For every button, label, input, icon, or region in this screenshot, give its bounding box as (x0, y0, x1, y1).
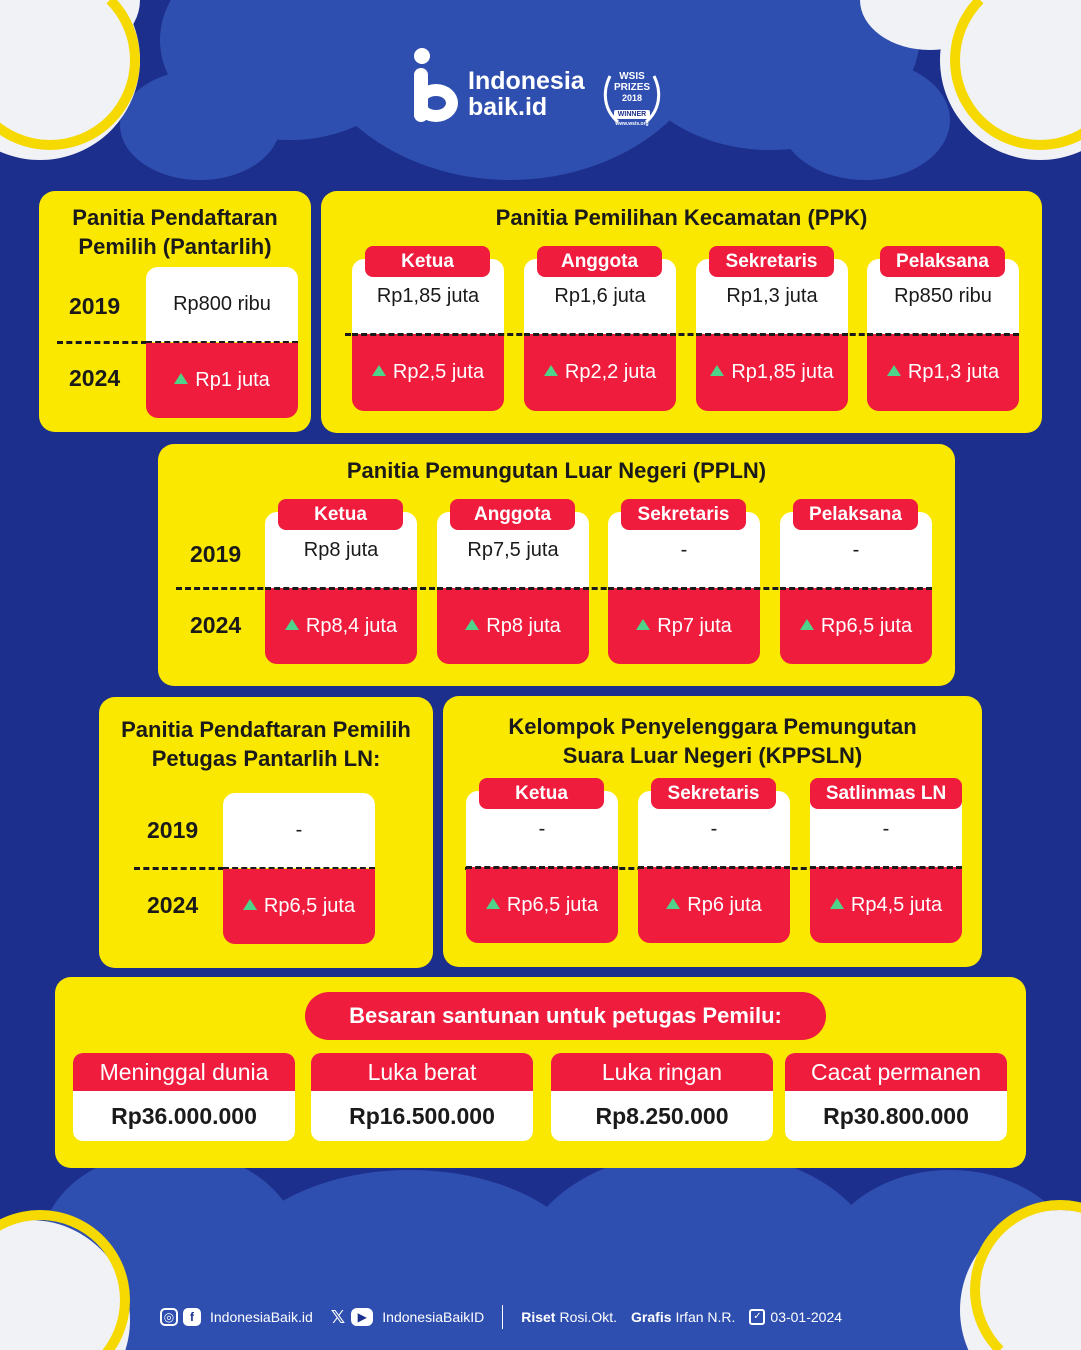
footer-divider (502, 1305, 503, 1329)
value-2024 (466, 867, 618, 943)
role-label-sekretaris: Sekretaris (651, 778, 776, 809)
youtube-icon[interactable]: ▶ (351, 1308, 373, 1326)
grafis-name: Irfan N.R. (675, 1309, 736, 1325)
santunan-card-cacat (785, 1053, 1007, 1141)
brand-line-1: Indonesia (468, 67, 585, 95)
riset-name: Rosi.Okt. (559, 1309, 618, 1325)
value-2019: - (608, 512, 760, 588)
value-2024 (265, 588, 417, 664)
brand-logo-text (468, 68, 585, 120)
ppk-pelaksana-card (867, 259, 1019, 411)
ppk-ketua-card (352, 259, 504, 411)
value-2024 (810, 867, 962, 943)
pantarlih-ln-value-card (223, 793, 375, 944)
indonesiabaik-logo-icon (414, 48, 460, 122)
dashed-divider (57, 341, 147, 344)
increase-arrow-icon (830, 898, 844, 909)
handle-indonesiabaik-id[interactable]: IndonesiaBaik.id (210, 1309, 313, 1325)
santunan-label: Cacat permanen (785, 1053, 1007, 1091)
ppln-panel (158, 444, 955, 686)
kppsln-panel (443, 696, 982, 967)
value-2024-text: Rp1,3 juta (907, 361, 1000, 383)
ppk-anggota-card (524, 259, 676, 411)
badge-text-wsis: WSIS (619, 71, 645, 82)
role-label-pelaksana: Pelaksana (793, 499, 918, 530)
increase-arrow-icon (800, 619, 814, 630)
value-2019: Rp1,3 juta (696, 259, 848, 334)
increase-arrow-icon (636, 619, 650, 630)
wsis-award-badge-icon (600, 66, 664, 130)
pantarlih-title (39, 203, 311, 261)
year-label-2019: 2019 (190, 541, 242, 567)
increase-arrow-icon (666, 898, 680, 909)
year-label-2019: 2019 (69, 293, 121, 319)
value-2024 (524, 334, 676, 411)
pantarlih-title-line-2: Pemilih (Pantarlih) (78, 234, 272, 259)
card-dashed-divider (352, 333, 504, 336)
year-label-2024: 2024 (69, 365, 121, 391)
value-2019: Rp1,6 juta (524, 259, 676, 334)
ppk-panel (321, 191, 1042, 433)
santunan-value: Rp36.000.000 (111, 1102, 257, 1129)
role-label-ketua: Ketua (479, 778, 604, 809)
brand-line-2: baik.id (468, 93, 548, 121)
year-label-2024: 2024 (147, 892, 199, 918)
kppsln-ketua-card (466, 791, 618, 943)
value-2024-text: Rp6 juta (687, 893, 762, 916)
role-label-pelaksana: Pelaksana (880, 246, 1005, 277)
year-label-2024: 2024 (190, 612, 242, 638)
value-2024-text: Rp2,5 juta (392, 361, 485, 383)
santunan-value: Rp8.250.000 (595, 1102, 729, 1129)
increase-arrow-icon (887, 365, 901, 376)
value-2024-text: Rp1 juta (195, 369, 270, 391)
increase-arrow-icon (710, 365, 724, 376)
value-2024-text: Rp8 juta (486, 614, 561, 637)
santunan-label: Luka ringan (551, 1053, 773, 1091)
santunan-value: Rp16.500.000 (349, 1102, 495, 1129)
value-2024 (608, 588, 760, 664)
card-dashed-divider (638, 866, 790, 869)
kppsln-title-line-1: Kelompok Penyelenggara Pemungutan (508, 714, 917, 739)
role-label-sekretaris: Sekretaris (709, 246, 834, 277)
value-2024 (146, 343, 298, 418)
riset-label: Riset (521, 1309, 556, 1325)
card-dashed-divider (810, 866, 962, 869)
facebook-icon[interactable]: f (183, 1308, 201, 1326)
increase-arrow-icon (243, 899, 257, 910)
role-label-satlinmas-ln: Satlinmas LN (810, 778, 962, 809)
value-2019: - (466, 791, 618, 867)
value-2024-text: Rp6,5 juta (506, 893, 599, 916)
card-dashed-divider (696, 333, 848, 336)
value-2019: - (810, 791, 962, 867)
role-label-ketua: Ketua (278, 499, 403, 530)
santunan-label: Meninggal dunia (73, 1053, 295, 1091)
value-2024 (638, 867, 790, 943)
grafis-label: Grafis (631, 1309, 672, 1325)
value-2024-text: Rp6,5 juta (820, 614, 913, 637)
ppln-pelaksana-card (780, 512, 932, 664)
card-dashed-divider (780, 587, 932, 590)
pantarlih-value-card (146, 267, 298, 418)
value-2024 (352, 334, 504, 411)
pantarlih-title-line-1: Panitia Pendaftaran (72, 205, 278, 230)
value-2019: Rp850 ribu (867, 259, 1019, 334)
badge-text-winner: WINNER (614, 110, 650, 119)
kppsln-satlinmas-card (810, 791, 962, 943)
role-label-anggota: Anggota (450, 499, 575, 530)
value-2019: - (223, 793, 375, 868)
kppsln-title (443, 712, 982, 770)
footer-credits (160, 1303, 842, 1331)
value-2019: Rp7,5 juta (437, 512, 589, 588)
badge-text-prizes: PRIZES (613, 82, 651, 93)
kppsln-title-line-2: Suara Luar Negeri (KPPSLN) (562, 743, 863, 768)
value-2024-text: Rp8,4 juta (305, 614, 398, 637)
card-dashed-divider (608, 587, 760, 590)
ppln-ketua-card (265, 512, 417, 664)
badge-text-year: 2018 (621, 93, 643, 103)
card-dashed-divider (265, 587, 417, 590)
badge-text-url: www.wsis.org (615, 121, 649, 127)
value-2024-text: Rp4,5 juta (850, 893, 943, 916)
card-dashed-divider (437, 587, 589, 590)
value-2024-text: Rp7 juta (657, 614, 732, 637)
increase-arrow-icon (372, 365, 386, 376)
value-2019: Rp1,85 juta (352, 259, 504, 334)
ppk-sekretaris-card (696, 259, 848, 411)
santunan-card-luka-ringan (551, 1053, 773, 1141)
value-2024-text: Rp1,85 juta (731, 361, 834, 383)
increase-arrow-icon (465, 619, 479, 630)
card-dashed-divider (466, 866, 618, 869)
value-2019: Rp800 ribu (146, 267, 298, 342)
role-label-anggota: Anggota (537, 246, 662, 277)
pantarlih-ln-title-line-2: Petugas Pantarlih LN: (151, 746, 381, 771)
santunan-label: Luka berat (311, 1053, 533, 1091)
kppsln-sekretaris-card (638, 791, 790, 943)
value-2019: Rp8 juta (265, 512, 417, 588)
pantarlih-panel (39, 191, 311, 432)
santunan-value: Rp30.800.000 (823, 1102, 969, 1129)
value-2024-text: Rp6,5 juta (263, 895, 356, 917)
pantarlih-ln-title-line-1: Panitia Pendaftaran Pemilih (121, 717, 411, 742)
value-2024 (867, 334, 1019, 411)
ppk-title: Panitia Pemilihan Kecamatan (PPK) (495, 205, 868, 230)
santunan-card-luka-berat (311, 1053, 533, 1141)
value-2024 (780, 588, 932, 664)
ppln-sekretaris-card (608, 512, 760, 664)
value-2019: - (638, 791, 790, 867)
increase-arrow-icon (544, 365, 558, 376)
card-dashed-divider (524, 333, 676, 336)
card-dashed-divider (867, 333, 1019, 336)
instagram-icon[interactable]: ◎ (160, 1308, 178, 1326)
year-label-2019: 2019 (147, 817, 199, 843)
pantarlih-ln-title (99, 715, 433, 773)
value-2024 (437, 588, 589, 664)
increase-arrow-icon (486, 898, 500, 909)
publish-date: 03-01-2024 (770, 1309, 843, 1325)
pantarlih-ln-panel (99, 697, 433, 968)
role-label-ketua: Ketua (365, 246, 490, 277)
ppln-title: Panitia Pemungutan Luar Negeri (PPLN) (346, 458, 767, 483)
ppln-anggota-card (437, 512, 589, 664)
handle-indonesiabaikid[interactable]: IndonesiaBaikID (382, 1309, 485, 1325)
value-2024 (223, 869, 375, 944)
increase-arrow-icon (174, 373, 188, 384)
santunan-title: Besaran santunan untuk petugas Pemilu: (305, 992, 826, 1040)
santunan-card-meninggal (73, 1053, 295, 1141)
x-twitter-icon[interactable]: 𝕏 (330, 1306, 346, 1327)
calendar-icon: ✓ (749, 1309, 765, 1325)
value-2019: - (780, 512, 932, 588)
increase-arrow-icon (285, 619, 299, 630)
value-2024-text: Rp2,2 juta (564, 361, 657, 383)
value-2024 (696, 334, 848, 411)
dashed-divider (134, 867, 224, 870)
role-label-sekretaris: Sekretaris (621, 499, 746, 530)
